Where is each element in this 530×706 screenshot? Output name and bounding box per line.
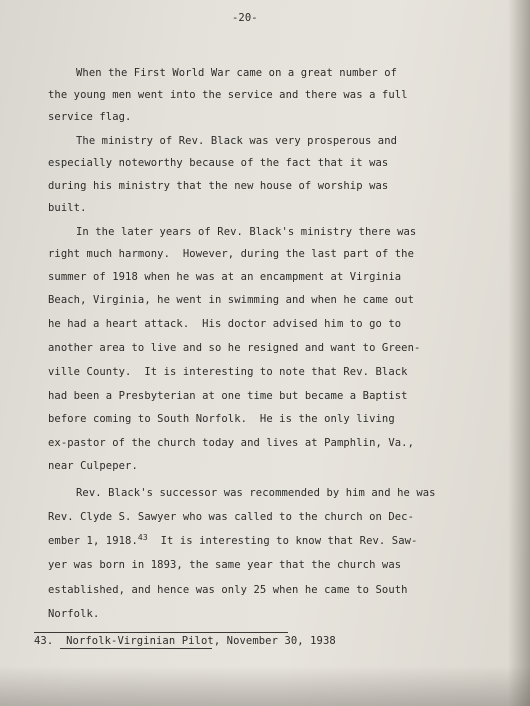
- footnote: [34, 635, 336, 647]
- paragraph-line: summer of 1918 when he was at an encampment at Virginia: [48, 271, 402, 283]
- page-edge-shadow: [508, 0, 530, 706]
- paragraph-line: service flag.: [48, 111, 132, 123]
- paragraph-line: The ministry of Rev. Black was very prosperous and: [76, 135, 398, 147]
- paragraph-line: built.: [48, 202, 87, 214]
- paragraph-line: Rev. Clyde S. Sawyer who was called to the church on Dec-: [48, 511, 415, 523]
- paragraph-line: Norfolk.: [48, 608, 100, 620]
- paragraph-line: Beach, Virginia, he went in swimming and when he came out: [48, 294, 415, 306]
- paragraph-line: ex-pastor of the church today and lives at Pamphlin, Va.,: [48, 437, 415, 449]
- line-rest-text: It is interesting to know that Rev. Saw-: [160, 535, 418, 547]
- paragraph-line: ville County. It is interesting to note that Rev. Black: [48, 366, 408, 378]
- footnote-number: 43.: [34, 635, 54, 647]
- paragraph-line: yer was born in 1893, the same year that the church was: [48, 559, 402, 571]
- paragraph-line: near Culpeper.: [48, 460, 138, 472]
- page-number: -20-: [232, 12, 258, 24]
- paragraph-line: the young men went into the service and there was a full: [48, 89, 408, 101]
- page-bottom-shadow: [0, 666, 530, 706]
- paragraph-line: established, and hence was only 25 when he came to South: [48, 584, 408, 596]
- footnote-source: Norfolk-Virginian Pilot: [66, 635, 214, 647]
- paragraph-line: When the First World War came on a great number of: [76, 67, 398, 79]
- paragraph-line: Rev. Black's successor was recommended by him and he was: [76, 487, 436, 499]
- paragraph-line: had been a Presbyterian at one time but became a Baptist: [48, 390, 408, 402]
- paragraph-line: before coming to South Norfolk. He is the only living: [48, 413, 395, 425]
- paragraph-line: especially noteworthy because of the fact that it was: [48, 157, 389, 169]
- footnote-divider: [34, 632, 288, 633]
- paragraph-line: another area to live and so he resigned and want to Green-: [48, 342, 421, 354]
- paragraph-line: [48, 535, 417, 547]
- footnote-date: , November 30, 1938: [213, 635, 336, 647]
- footnote-reference: 43: [137, 533, 148, 542]
- line-start-text: ember 1, 1918.: [48, 535, 138, 547]
- paragraph-line: he had a heart attack. His doctor advised him to go to: [48, 318, 402, 330]
- footnote-source-underline: [60, 648, 212, 649]
- paragraph-line: In the later years of Rev. Black's ministry there was: [76, 226, 417, 238]
- paragraph-line: right much harmony. However, during the last part of the: [48, 248, 415, 260]
- paragraph-line: during his ministry that the new house of worship was: [48, 180, 389, 192]
